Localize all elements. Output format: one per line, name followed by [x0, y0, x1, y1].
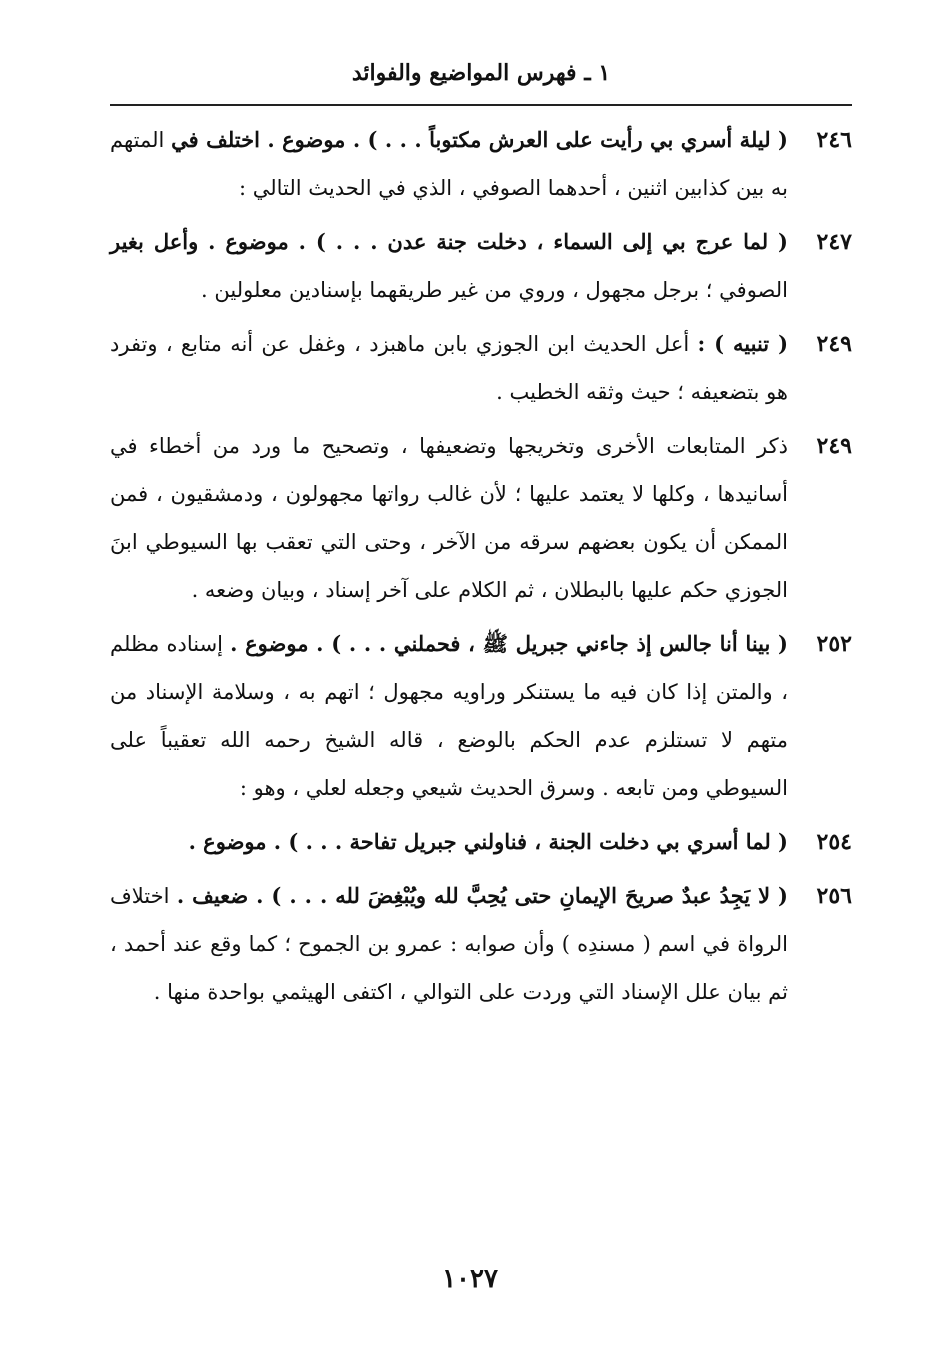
entry-body: ذكر المتابعات الأخرى وتخريجها وتضعيفها ، وتصحيح ما ورد من أخطاء في أسانيدها ، وكلها لا يعتمد عليها ؛ لأن غالب رواتها مجهولون ، ودمشقيون ، فمن الممكن أن يكون بعضهم سرقه من الآخر ، وحتى التي تعقب بها السيوطي ابنَ الجوزي حكم عليها بالبطلان ، ثم الكلام على آخر إسناد ، وبيان وضعه . — [110, 434, 788, 602]
entry-body: اختلاف الرواة في اسم ( مسندِه ) وأن صوابه : عمرو بن الجموح ؛ كما وقع عند أحمد ، ثم بيان علل الإسناد التي وردت على التوالي ، اكتفى الهيثمي بواحدة منها . — [110, 884, 788, 1004]
entry-body: المتهم به بين كذابين اثنين ، أحدهما الصوفي ، الذي في الحديث التالي : — [110, 128, 788, 200]
entry-number: ٢٥٢ — [816, 631, 852, 657]
entry-body: إسناده مظلم ، والمتن إذا كان فيه ما يستنكر وراويه مجهول ؛ اتهم به ، وسلامة الإسناد من متهم لا تستلزم عدم الحكم بالوضع ، قاله الشيخ رحمه الله تعقيباً على السيوطي ومن تابعه . وسرق الحديث شيعي وجعله لعلي ، وهو : — [110, 632, 788, 800]
header-rule — [110, 104, 852, 106]
entry-lead: ( لا يَجِدُ عبدٌ صريحَ الإيمانِ حتى يُحِبَّ لله ويُبْغِضَ لله . . . ) . ضعيف . — [176, 883, 788, 908]
entry-lead: ( ليلة أسري بي رأيت على العرش مكتوباً . . . ) . موضوع . اختلف في — [171, 127, 788, 152]
entry-number: ٢٤٩ — [816, 331, 852, 357]
index-entry — [110, 116, 852, 212]
index-entry — [110, 320, 852, 416]
entry-lead: ( لما عرج بي إلى السماء ، دخلت جنة عدن . . . ) . موضوع . وأعل بغير — [110, 229, 788, 254]
entry-lead: ( تنبيه ) : — [697, 331, 788, 356]
index-entry — [110, 620, 852, 812]
page-header: ١ ـ فهرس المواضيع والفوائد — [351, 60, 611, 86]
entry-number: ٢٥٤ — [816, 829, 852, 855]
entry-number: ٢٥٦ — [816, 883, 852, 909]
index-entry — [110, 872, 852, 1016]
index-entry — [110, 218, 852, 314]
index-entry — [110, 422, 852, 614]
entry-number: ٢٤٧ — [816, 229, 852, 255]
entry-lead: ( بينا أنا جالس إذ جاءني جبريل ﷺ ، فحملني . . . ) . موضوع . — [230, 631, 788, 656]
entry-body: الصوفي ؛ برجل مجهول ، وروي من غير طريقهما بإسنادين معلولين . — [201, 278, 788, 302]
entry-body: أعل الحديث ابن الجوزي بابن ماهبزد ، وغفل عن أنه متابع ، وتفرد هو بتضعيفه ؛ حيث وثقه الخطيب . — [110, 332, 788, 404]
index-entries — [110, 116, 852, 1022]
entry-lead: ( لما أسري بي دخلت الجنة ، فناولني جبريل تفاحة . . . ) . موضوع . — [188, 829, 788, 854]
page-number: ١٠٢٧ — [442, 1264, 498, 1294]
index-entry — [110, 818, 852, 866]
entry-number: ٢٤٦ — [816, 127, 852, 153]
entry-number: ٢٤٩ — [816, 433, 852, 459]
